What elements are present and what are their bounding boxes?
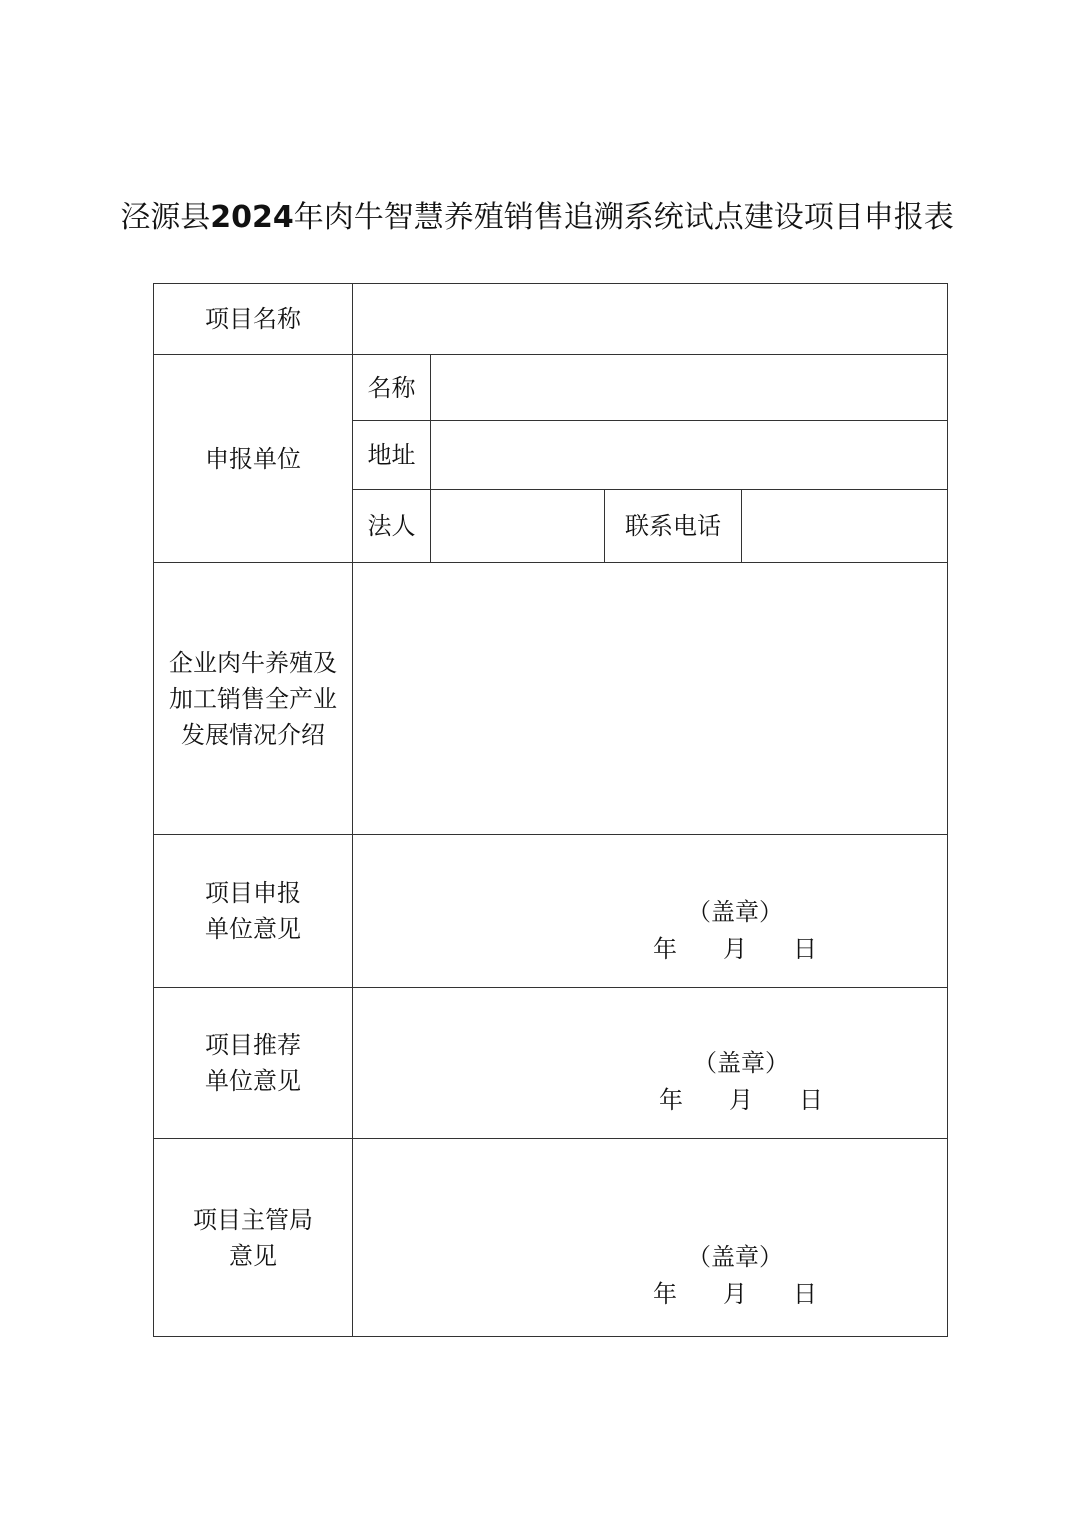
- recommender-seal-block: [641, 1045, 841, 1119]
- recommender-opinion-line-2: 单位意见: [205, 1067, 301, 1095]
- authority-date-month: 月: [723, 1280, 747, 1308]
- authority-date-day: 日: [793, 1280, 817, 1308]
- applicant-date-line: [635, 931, 835, 968]
- applicant-opinion-line-1: 项目申报: [205, 879, 301, 907]
- authority-date-year: 年: [653, 1280, 677, 1308]
- authority-opinion-line-2: 意见: [229, 1241, 277, 1270]
- address-label: 地址: [353, 421, 431, 490]
- row-project-name: [154, 284, 948, 355]
- intro-label-line-1: 企业肉牛养殖及: [169, 648, 337, 677]
- row-authority-opinion: [154, 1139, 948, 1337]
- phone-field[interactable]: [742, 490, 948, 563]
- project-name-field[interactable]: [353, 284, 948, 355]
- legal-person-label: 法人: [353, 490, 431, 563]
- recommender-date-line: [641, 1082, 841, 1119]
- row-applicant-opinion: [154, 835, 948, 988]
- address-field[interactable]: [431, 421, 948, 490]
- row-recommender-opinion: [154, 988, 948, 1139]
- applicant-seal-block: [635, 894, 835, 968]
- applicant-name-field[interactable]: [431, 355, 948, 421]
- recommender-seal-text: （盖章）: [693, 1049, 789, 1077]
- legal-person-field[interactable]: [431, 490, 605, 563]
- intro-field[interactable]: [353, 563, 948, 835]
- title-suffix: 年肉牛智慧养殖销售追溯系统试点建设项目申报表: [293, 200, 954, 235]
- applicant-opinion-label: [154, 835, 353, 988]
- intro-label: [154, 563, 353, 835]
- name-label: 名称: [353, 355, 431, 421]
- applicant-date-month: 月: [723, 935, 747, 963]
- authority-opinion-line-1: 项目主管局: [193, 1205, 313, 1234]
- authority-seal-text: （盖章）: [687, 1243, 783, 1271]
- phone-label: 联系电话: [605, 490, 742, 563]
- recommender-opinion-field[interactable]: [353, 988, 948, 1139]
- title-prefix: 泾源县: [120, 200, 211, 235]
- authority-seal-block: [635, 1239, 835, 1313]
- authority-date-line: [635, 1276, 835, 1313]
- intro-label-line-2: 加工销售全产业: [169, 684, 337, 713]
- applicant-opinion-field[interactable]: [353, 835, 948, 988]
- applicant-label: 申报单位: [154, 355, 353, 563]
- intro-label-line-3: 发展情况介绍: [181, 720, 325, 749]
- recommender-opinion-line-1: 项目推荐: [205, 1031, 301, 1059]
- project-name-label: 项目名称: [154, 284, 353, 355]
- recommender-date-day: 日: [799, 1086, 823, 1114]
- application-form-table: [153, 283, 948, 1337]
- applicant-opinion-line-2: 单位意见: [205, 915, 301, 943]
- recommender-opinion-label: [154, 988, 353, 1139]
- recommender-date-year: 年: [659, 1086, 683, 1114]
- applicant-date-day: 日: [793, 935, 817, 963]
- authority-opinion-field[interactable]: [353, 1139, 948, 1337]
- page-title: [0, 192, 1074, 236]
- applicant-seal-text: （盖章）: [687, 898, 783, 926]
- applicant-date-year: 年: [653, 935, 677, 963]
- row-applicant-name: [154, 355, 948, 421]
- recommender-date-month: 月: [729, 1086, 753, 1114]
- authority-opinion-label: [154, 1139, 353, 1337]
- row-intro: [154, 563, 948, 835]
- title-year: 2024: [210, 200, 294, 235]
